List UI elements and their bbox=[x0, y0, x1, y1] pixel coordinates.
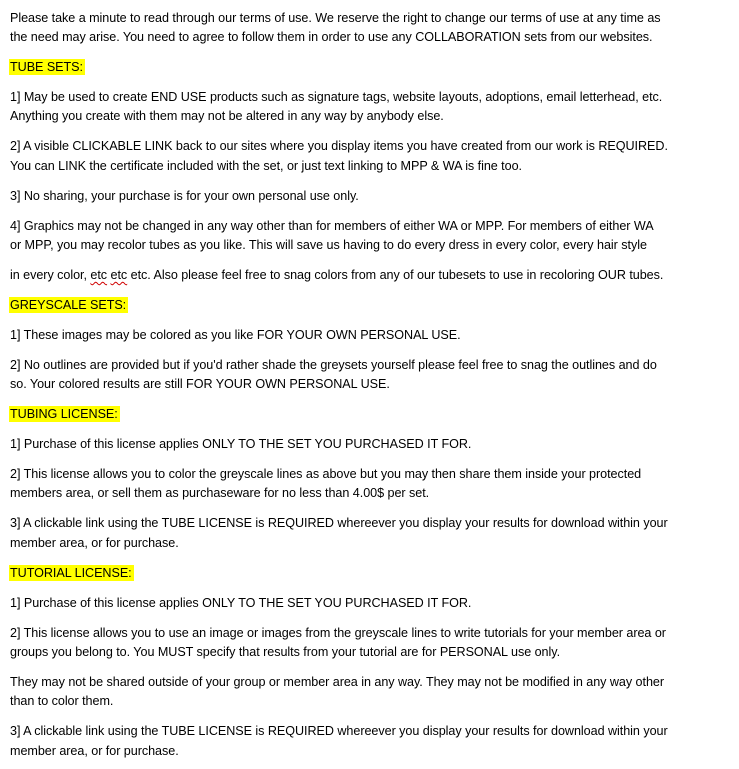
intro-line-1: Please take a minute to read through our terms of use. We reserve the right to change our terms of use at any time as bbox=[10, 11, 661, 25]
tubing-rule-1: 1] Purchase of this license applies ONLY TO THE SET YOU PURCHASED IT FOR. bbox=[10, 437, 472, 451]
heading-greyscale-sets bbox=[10, 297, 128, 313]
tubing-rule-3-line-1: 3] A clickable link using the TUBE LICENSE is REQUIRED whereever you display your results for download within your bbox=[10, 516, 668, 530]
heading-highlight: GREYSCALE SETS: bbox=[10, 298, 127, 312]
heading-tube-sets bbox=[10, 59, 85, 75]
tubing-rule-2-line-2: members area, or sell them as purchaseware for no less than 4.00$ per set. bbox=[10, 486, 430, 500]
tutorial-rule-2-line-2: groups you belong to. You MUST specify that results from your tutorial are for PERSONAL use only. bbox=[10, 645, 561, 659]
greyscale-rule-1: 1] These images may be colored as you like FOR YOUR OWN PERSONAL USE. bbox=[10, 328, 461, 342]
tutorial-rule-1: 1] Purchase of this license applies ONLY TO THE SET YOU PURCHASED IT FOR. bbox=[10, 596, 472, 610]
tutorial-note-line-1: They may not be shared outside of your group or member area in any way. They may not be modified in any way other bbox=[10, 675, 665, 689]
tube-rule-3: 3] No sharing, your purchase is for your own personal use only. bbox=[10, 189, 359, 203]
tubing-rule-2-line-1: 2] This license allows you to color the greyscale lines as above but you may then share them inside your protected bbox=[10, 467, 642, 481]
tube-rule-1-line-2: Anything you create with them may not be altered in any way by anybody else. bbox=[10, 109, 444, 123]
greyscale-rule-2-line-2: so. Your colored results are still FOR YOUR OWN PERSONAL USE. bbox=[10, 377, 390, 391]
tube-rule-4-line-2: or MPP, you may recolor tubes as you like. This will save us having to do every dress in every color, every hair style bbox=[10, 238, 647, 252]
spellcheck-underline: etc bbox=[110, 268, 128, 282]
intro-line-2: the need may arise. You need to agree to follow them in order to use any COLLABORATION sets from our websites. bbox=[10, 30, 653, 44]
tutorial-rule-3-line-1: 3] A clickable link using the TUBE LICENSE is REQUIRED whereever you display your results for download within your bbox=[10, 724, 668, 738]
tube-rule-2-line-2: You can LINK the certificate included with the set, or just text linking to MPP & WA is fine too. bbox=[10, 159, 522, 173]
tube-rule-4-line-3: in every color, etc etc etc. Also please feel free to snag colors from any of our tubesets to use in recoloring OUR tubes. bbox=[10, 268, 664, 282]
heading-highlight: TUBING LICENSE: bbox=[10, 407, 118, 421]
heading-tutorial-license bbox=[10, 565, 134, 581]
heading-highlight: TUTORIAL LICENSE: bbox=[10, 566, 132, 580]
tutorial-note-line-2: than to color them. bbox=[10, 694, 114, 708]
tubing-rule-3-line-2: member area, or for purchase. bbox=[10, 536, 179, 550]
heading-highlight: TUBE SETS: bbox=[10, 60, 83, 74]
tube-rule-4-line-1: 4] Graphics may not be changed in any way other than for members of either WA or MPP. For members of either WA bbox=[10, 219, 654, 233]
tube-rule-1-line-1: 1] May be used to create END USE products such as signature tags, website layouts, adoptions, email letterhead, etc. bbox=[10, 90, 663, 104]
tutorial-rule-3-line-2: member area, or for purchase. bbox=[10, 744, 179, 758]
spellcheck-underline: etc bbox=[90, 268, 108, 282]
heading-tubing-license bbox=[10, 406, 120, 422]
greyscale-rule-2-line-1: 2] No outlines are provided but if you'd rather shade the greysets yourself please feel free to snag the outlines and do bbox=[10, 358, 657, 372]
tutorial-rule-2-line-1: 2] This license allows you to use an image or images from the greyscale lines to write tutorials for your member area or bbox=[10, 626, 666, 640]
tube-rule-2-line-1: 2] A visible CLICKABLE LINK back to our sites where you display items you have created from our work is REQUIRED. bbox=[10, 139, 668, 153]
